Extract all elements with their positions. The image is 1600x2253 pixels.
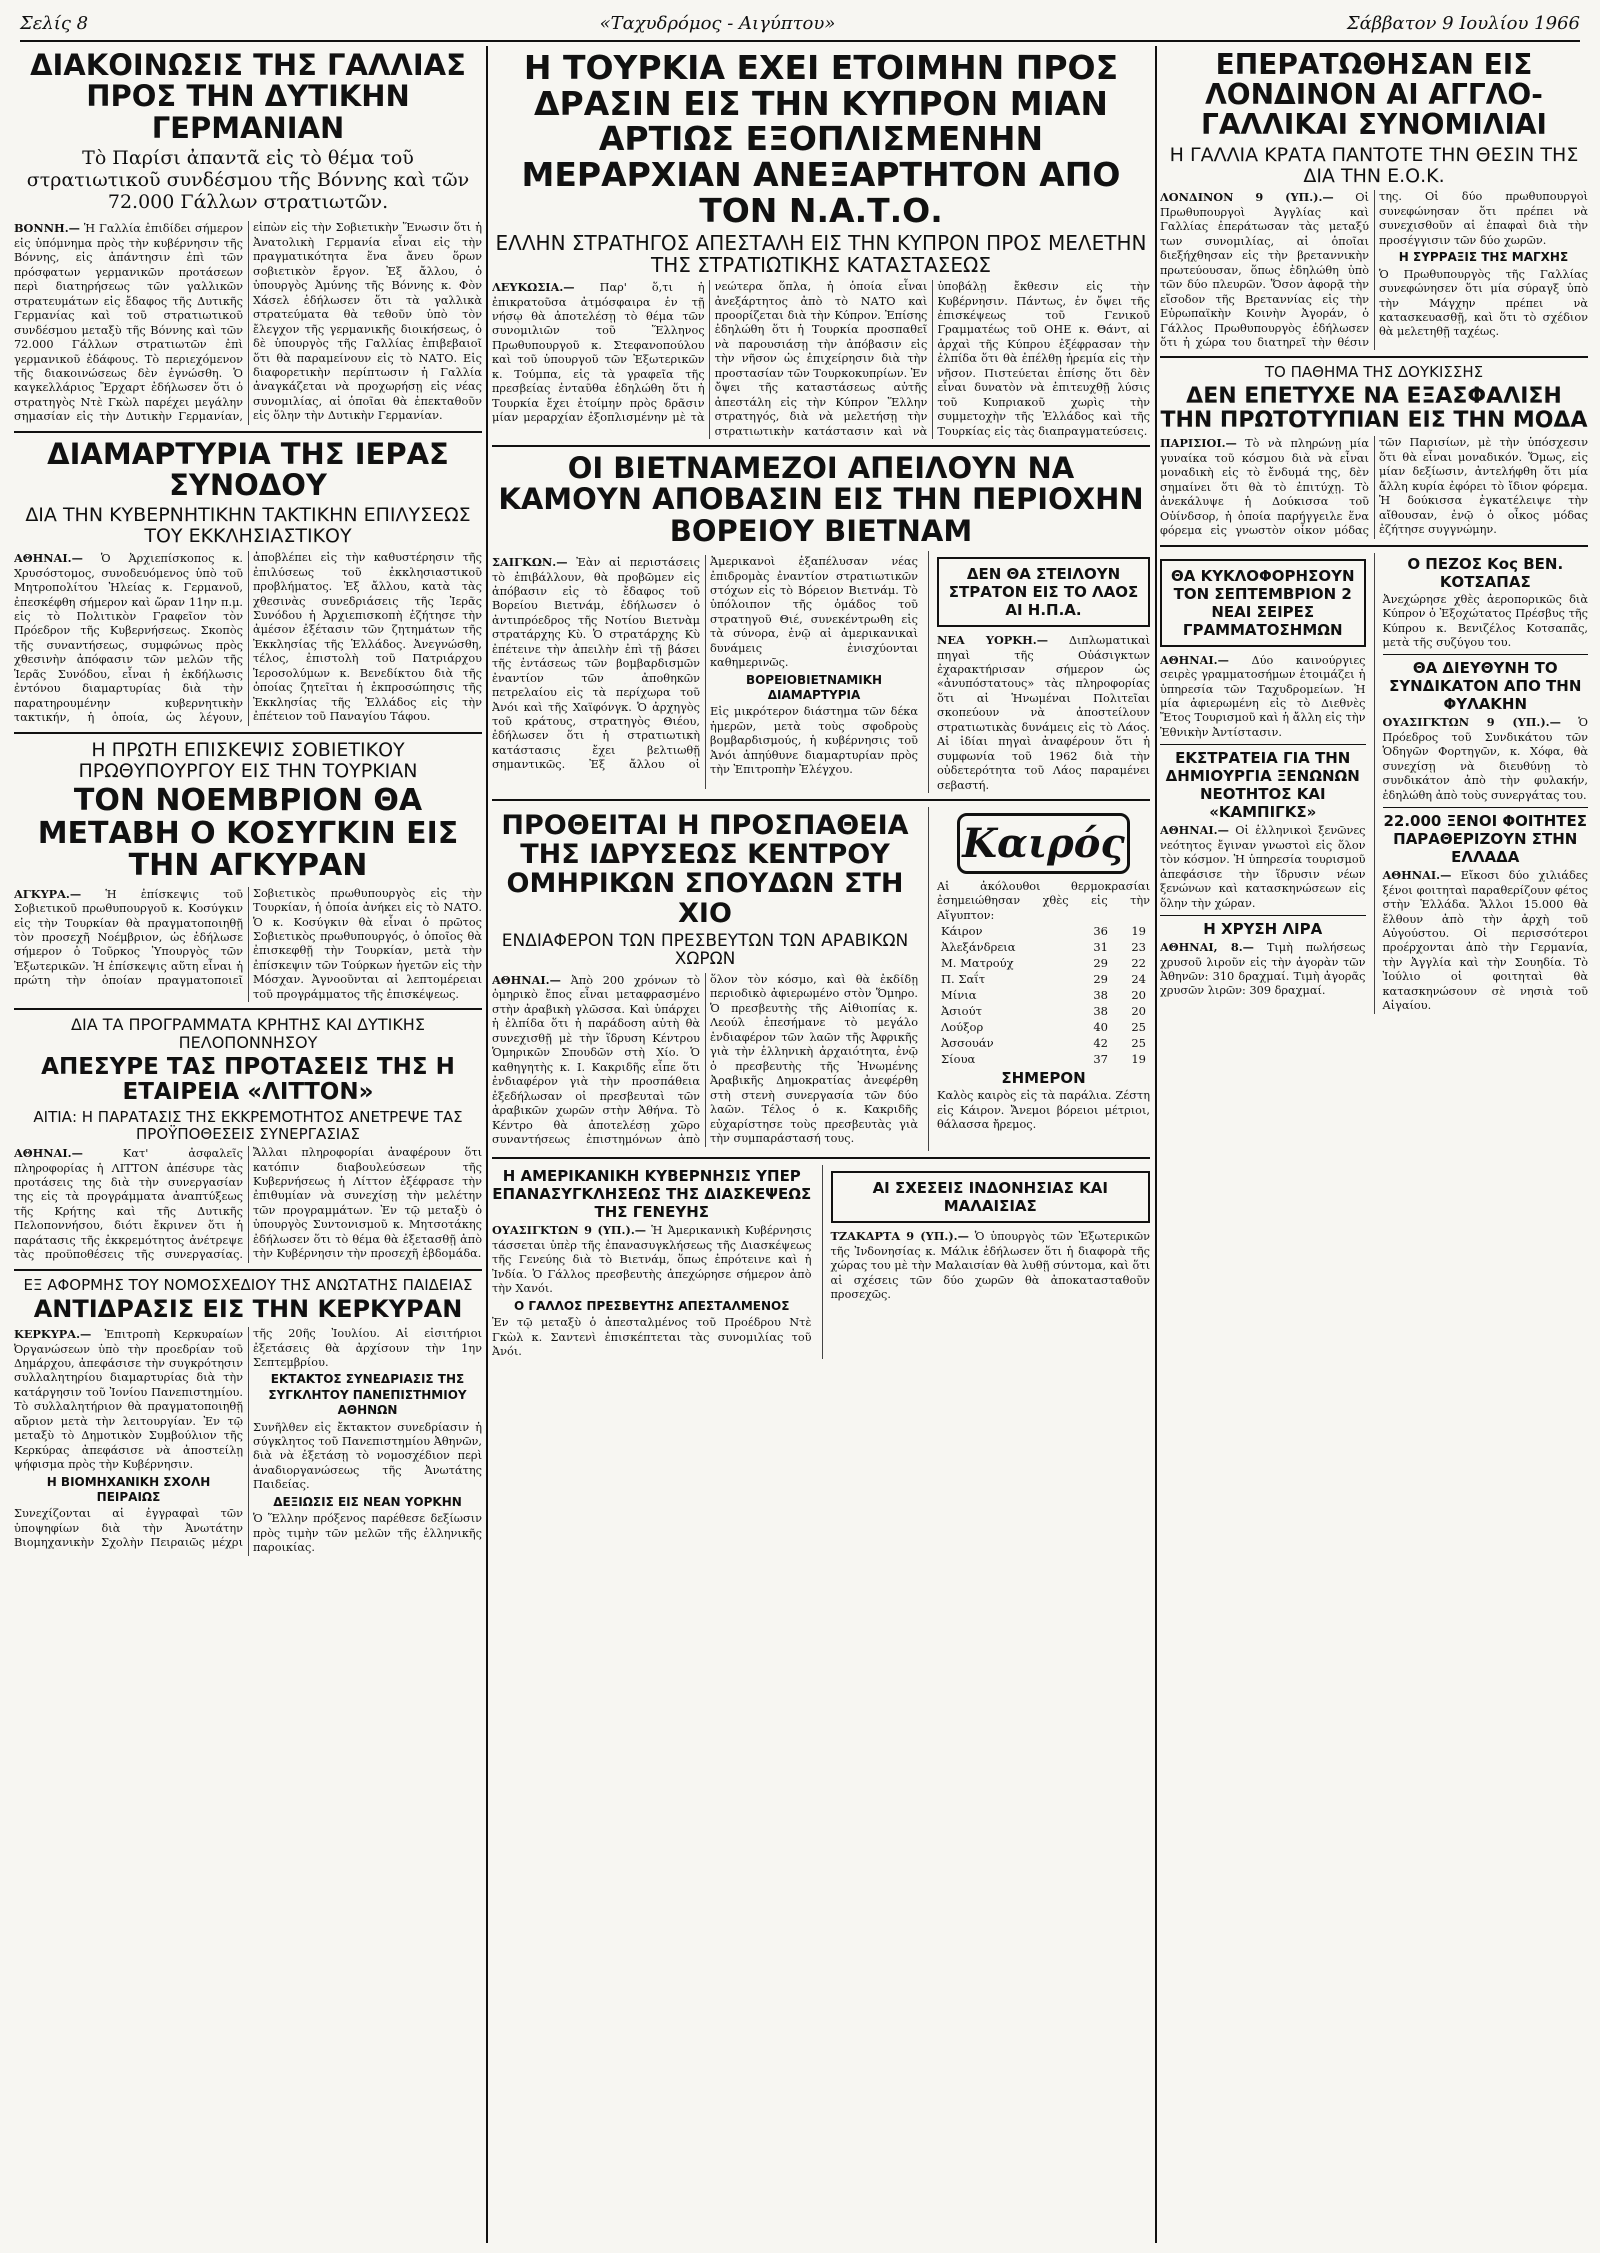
headline-synodos: ΔΙΑΜΑΡΤΥΡΙΑ ΤΗΣ ΙΕΡΑΣ ΣΥΝΟΔΟΥ [47, 436, 449, 503]
article-text: Διπλωματικαὶ πηγαὶ τῆς Οὐάσιγκτων ἐχαρακτήρισαν σήμερον ὡς «ἀνυπόστατους» τὰς πληροφορίας ὅτι αἱ Ἡνωμέναι Πολιτεῖαι σκοπεύουν νὰ ἀποστείλουν στρατιωτικὰς δυνάμεις εἰς τὸ Λάος. Αἱ ἰδίαι πηγαὶ ἀναφέρουν ὅτι ἡ συμφωνία τοῦ 1962 διὰ τὴν οὐδετερότητα τοῦ Λάος παραμένει σεβαστή. [937, 634, 1150, 792]
vietnam-block [492, 551, 1150, 793]
article-text: Οἱ Πρωθυπουργοὶ Ἀγγλίας καὶ Γαλλίας ἐπεράτωσαν τὰς μεταξύ των συνομιλίας, αἱ ὁποῖαι διεξήχθησαν εἰς τὴν βρεταννικὴν πρωτεύουσαν, ὅπως ἐδηλώθη ὑπὸ τῶν δύο πλευρῶν. Ὅσον ἀφορᾷ τὴν εἴσοδον τῆς Βρεταννίας εἰς τὴν Εὐρωπαϊκὴν Κοινὴν Ἀγοράν, ὁ Γάλλος Πρωθυπουργὸς ἐδήλωσεν ὅτι ἡ χώρα του διατηρεῖ τὴν θέσιν της. Οἱ δύο πρωθυπουργοὶ συνεφώνησαν ὅτι πρέπει νὰ συνεχισθοῦν αἱ ἐπαφαὶ διὰ τὴν προσέγγισιν τῶν δύο χωρῶν. [1160, 190, 1588, 350]
chios-article-wrap [492, 807, 918, 1151]
article-text: Τιμὴ πωλήσεως χρυσοῦ λιροῦν εἰς τὴν ἀγορὰν τῶν Ἀθηνῶν: 310 δραχμαί. Τιμὴ ἀγορᾶς χρυσῶν λιρῶν: 309 δραχμαί. [1160, 941, 1366, 998]
article-text: Τὸ νὰ πληρώνῃ μία γυναίκα τοῦ κόσμου διὰ νὰ εἶναι μοναδικὴ εἰς τὸ ἔνδυμά της, δὲν σημαίνει ὅτι θὰ τὸ ἐπιτύχῃ. Τὸ ἀνεκάλυψε ἡ Δούκισσα τοῦ Οὐίνδσορ, ἡ ὁποία παρήγγειλε ἕνα φόρεμα εἰς γνωστὸν οἶκον μόδας τῶν Παρισίων, μὲ τὴν ὑπόσχεσιν ὅτι θὰ εἶναι μοναδικόν. Ὅμως, εἰς μίαν δεξίωσιν, ἀντελήφθη ὅτι μία ἄλλη κυρία ἐφόρει τὸ ἴδιον φόρεμα. Ἡ δούκισσα ἐγκατέλειψε τὴν αἴθουσαν, ἐνῷ ὁ οἶκος μόδας ἐζήτησε συγγνώμην. [1160, 436, 1588, 538]
article-text: Ἐὰν αἱ περιστάσεις τὸ ἐπιβάλλουν, θὰ προβῶμεν εἰς ἀπόβασιν εἰς τὸ ἔδαφος τοῦ Βορείου Βιετνάμ, ἐδήλωσεν ὁ ἀντιπρόεδρος τῆς Νοτίου Βιετνὰμ στρατάρχης Κὺ. Ὁ στρατάρχης Κὺ ἐπέτεινε τὴν ἀπειλὴν ἐπὶ τῇ βάσει τῆς ἐντάσεως τῶν βομβαρδισμῶν ἐναντίον τῶν ἀποθηκῶν πετρελαίου εἰς τὰ περίχωρα τοῦ Ἀνόι καὶ τῆς Χαϊφόνγκ. Ὁ ἀρχηγὸς τοῦ κράτους, στρατηγὸς Θιέου, ἐδήλωσεν ὅτι ἡ στρατιωτικὴ κατάστασις ἔχει βελτιωθῇ σημαντικῶς. Ἐξ ἄλλου οἱ Ἀμερικανοὶ ἐξαπέλυσαν νέας ἐπιδρομὰς ἐναντίον στρατιωτικῶν στόχων εἰς τὸ Βόρειον Βιετνάμ. Τὸ ὑπόλοιπον τῆς ὁμάδος τοῦ στρατηγοῦ Θιέ, συνεκέντρωθη εἰς τὰ σύνορα, ἐνῷ αἱ ἀμερικανικαὶ δυνάμεις ἐνισχύονται καθημερινῶς. [492, 555, 918, 772]
dateline: ΝΕΑ ΥΟΡΚΗ.— [937, 633, 1048, 648]
article-synodos [14, 551, 482, 725]
dateline: ΑΘΗΝΑΙ.— [492, 973, 561, 988]
weather-row [937, 971, 1150, 987]
article-text: Εἴκοσι δύο χιλιάδες ξένοι φοιτηταὶ παραθερίζουν φέτος στὴν Ἑλλάδα. Ἄλλοι 15.000 θὰ ἔλθουν ἀπὸ τὴν ἀρχὴ τοῦ Αὐγούστου. Οἱ περισσότεροι προέρχονται ἀπὸ τὴν Γερμανία, τὴν Ἀγγλία καὶ τὴν Σουηδία. Τὸ Ἰούλιο οἱ φοιτηταὶ θὰ κατασκηνώσουν σὲ νησιὰ τοῦ Αἰγαίου. [1382, 869, 1588, 1013]
weather-row [937, 1051, 1150, 1067]
dateline: ΒΟΝΝΗ.— [14, 221, 80, 236]
article-london [1160, 190, 1588, 350]
headline-biomichaniki: Η ΒΙΟΜΗΧΑΝΙΚΗ ΣΧΟΛΗ ΠΕΙΡΑΙΩΣ [46, 1474, 211, 1504]
weather-min: 20 [1131, 1004, 1146, 1019]
divider [492, 799, 1150, 801]
masthead [20, 6, 1580, 42]
headline-tourkia: Η ΤΟΥΡΚΙΑ ΕΧΕΙ ΕΤΟΙΜΗΝ ΠΡΟΣ ΔΡΑΣΙΝ ΕΙΣ ΤΗΝ ΚΥΠΡΟΝ ΜΙΑΝ ΑΡΤΙΩΣ ΕΞΟΠΛΙΣΜΕΝΗΝ ΜΕΡΑΡΧΙΑΝ ΑΝΕΞΑΡΤΗΤΟΝ ΑΠΟ ΤΟΝ Ν.Α.Τ.Ο. [521, 48, 1121, 230]
weather-max: 29 [1093, 956, 1108, 971]
weather-min: 25 [1131, 1036, 1146, 1051]
headline-dexiosis: ΔΕΞΙΩΣΙΣ ΕΙΣ ΝΕΑΝ ΥΟΡΚΗΝ [273, 1494, 462, 1509]
headline-chios: ΠΡΟΘΕΙΤΑΙ Η ΠΡΟΣΠΑΘΕΙΑ ΤΗΣ ΙΔΡΥΣΕΩΣ ΚΕΝΤΡΟΥ ΟΜΗΡΙΚΩΝ ΣΠΟΥΔΩΝ ΣΤΗ ΧΙΟ [501, 810, 909, 929]
article-text: Ὁ Ἕλλην πρόξενος παρέθεσε δεξίωσιν πρὸς τιμὴν τῶν μελῶν τῆς ἑλληνικῆς παροικίας. [253, 1512, 482, 1555]
headline-diamartyria: ΒΟΡΕΙΟΒΙΕΤΝΑΜΙΚΗ ΔΙΑΜΑΡΤΥΡΙΑ [745, 672, 883, 703]
dateline: ΑΘΗΝΑΙ.— [1160, 823, 1229, 838]
divider [1160, 744, 1366, 745]
weather-city: Ἀσσουάν [941, 1036, 994, 1051]
divider [1160, 356, 1588, 358]
weather-city: Σίουα [941, 1052, 976, 1067]
article-text: Συνεχίζονται αἱ ἐγγραφαὶ τῶν ὑποψηφίων διὰ τὴν Ἀνωτάτην Βιομηχανικὴν Σχολὴν Πειραιῶς μέχρι τῆς 20ῆς Ἰουλίου. Αἱ εἰσιτήριοι ἐξετάσεις θὰ ἀρχίσουν τὴν 1ην Σεπτεμβρίου. [14, 1327, 482, 1550]
divider [1160, 545, 1588, 547]
article-xrysi-lira [1160, 940, 1366, 999]
weather-row [937, 923, 1150, 939]
divider [1383, 807, 1589, 808]
article-text: Εἰς μικρότερον διάστημα τῶν δέκα ἡμερῶν, μετὰ τοὺς σφοδροὺς βομβαρδισμούς, ἡ κυβέρνησις τοῦ Ἀνόι ἀπηύθυνε διαμαρτυρίαν πρὸς τὴν Ἐπιτροπὴν Ἐλέγχου. [710, 705, 918, 777]
article-text: Ὁ Πρόεδρος τοῦ Συνδικάτου τῶν Ὁδηγῶν Φορτηγῶν, κ. Χόφα, θὰ συνεχίσῃ νὰ διευθύνῃ τὸ συνδικάτον ἀπὸ τὴν φυλακήν, ἐδηλώθη ἀπὸ τοὺς συνεργάτας του. [1382, 716, 1588, 802]
headline-laos-box [937, 557, 1150, 627]
weather-row [937, 939, 1150, 955]
divider [1160, 915, 1366, 916]
column-right [1160, 46, 1588, 2243]
weather-max: 29 [1093, 972, 1108, 987]
article-text: Ἐν τῷ μεταξὺ ὁ ἀπεσταλμένος τοῦ Προέδρου Ντὲ Γκὼλ κ. Σαντενὶ ἐπισκέπτεται τὰς συνομιλίας τοῦ Ἀνόι. [492, 1316, 812, 1358]
dateline: ΑΘΗΝΑΙ.— [1160, 652, 1229, 667]
issue-date: Σάββατον 9 Ιουλίου 1966 [1346, 12, 1580, 34]
right-lower-left [1160, 553, 1366, 1014]
weather-logo: Καιρός [957, 813, 1130, 874]
dateline: ΤΖΑΚΑΡΤΑ 9 (ΥΠ.).— [830, 1229, 969, 1244]
dateline: ΛΟΝΔΙΝΟΝ 9 (ΥΠ.).— [1160, 190, 1334, 205]
headline-neotita: ΕΚΣΤΡΑΤΕΙΑ ΓΙΑ ΤΗΝ ΔΗΜΙΟΥΡΓΙΑ ΞΕΝΩΝΩΝ ΝΕΟΤΗΤΟΣ ΚΑΙ «ΚΑΜΠΙΓΚΣ» [1165, 749, 1360, 822]
article-laos [937, 633, 1150, 793]
headline-doukissa: ΔΕΝ ΕΠΕΤΥΧΕ ΝΑ ΕΞΑΣΦΑΛΙΣΗ ΤΗΝ ΠΡΩΤΟΤΥΠΙΑΝ ΕΙΣ ΤΗΝ ΜΟΔΑ [1160, 383, 1588, 433]
weather-row [937, 1019, 1150, 1035]
weather-max: 31 [1093, 940, 1108, 955]
kicker-doukissa: ΤΟ ΠΑΘΗΜΑ ΤΗΣ ΔΟΥΚΙΣΣΗΣ [1264, 363, 1484, 382]
article-kerkyra [14, 1327, 482, 1555]
dateline: ΛΕΥΚΩΣΙΑ.— [492, 280, 575, 295]
weather-row [937, 1035, 1150, 1051]
weather-max: 38 [1093, 988, 1108, 1003]
headline-grammatosima: ΘΑ ΚΥΚΛΟΦΟΡΗΣΟΥΝ ΤΟΝ ΣΕΠΤΕΜΒΡΙΟΝ 2 ΝΕΑΙ ΣΕΙΡΕΣ ΓΡΑΜΜΑΤΟΣΗΜΩΝ [1170, 566, 1355, 639]
subhead-london: Η ΓΑΛΛΙΑ ΚΡΑΤΑ ΠΑΝΤΟΤΕ ΤΗΝ ΘΕΣΙΝ ΤΗΣ ΔΙΑ ΤΗΝ Ε.Ο.Κ. [1169, 143, 1579, 187]
dateline: ΟΥΑΣΙΓΚΤΩΝ 9 (ΥΠ.).— [492, 1223, 647, 1238]
headline-geneva: Η ΑΜΕΡΙΚΑΝΙΚΗ ΚΥΒΕΡΝΗΣΙΣ ΥΠΕΡ ΕΠΑΝΑΣΥΓΚΛΗΣΕΩΣ ΤΗΣ ΔΙΑΣΚΕΨΕΩΣ ΤΗΣ ΓΕΝΕΥΗΣ [492, 1167, 812, 1222]
divider [14, 431, 482, 433]
subhead-chios: ΕΝΔΙΑΦΕΡΟΝ ΤΩΝ ΠΡΕΣΒΕΥΤΩΝ ΤΩΝ ΑΡΑΒΙΚΩΝ ΧΩΡΩΝ [501, 930, 909, 970]
kicker-kosygin: Η ΠΡΩΤΗ ΕΠΙΣΚΕΨΙΣ ΣΟΒΙΕΤΙΚΟΥ ΠΡΩΘΥΠΟΥΡΓΟΥ ΕΙΣ ΤΗΝ ΤΟΥΡΚΙΑΝ [78, 738, 418, 782]
article-text: Οἱ ἑλληνικοὶ ξενῶνες νεότητος ἔγιναν γνωστοὶ εἰς ὅλον τὸν κόσμον. Ἡ ὑπηρεσία τουρισμοῦ ἀπεφάσισε τὴν ἵδρυσιν νέων ξενώνων καὶ κατασκηνώσεων εἰς ὅλην τὴν χώραν. [1160, 824, 1366, 910]
article-gallia [14, 221, 482, 424]
article-text: Ἡ Ἀμερικανικὴ Κυβέρνησις τάσσεται ὑπὲρ τῆς ἐπανασυγκλήσεως τῆς Διασκέψεως τῆς Γενεύης διὰ τὸ Βιετνάμ, ὅπως ἐπρότεινε καὶ ἡ Ἰνδία. Ὁ Γάλλος πρεσβευτὴς ἀπεχώρησε σήμερον ἀπὸ τὴν Χανόι. [492, 1224, 812, 1296]
subhead-tourkia: ΕΛΛΗΝ ΣΤΡΑΤΗΓΟΣ ΑΠΕΣΤΑΛΗ ΕΙΣ ΤΗΝ ΚΥΠΡΟΝ ΠΡΟΣ ΜΕΛΕΤΗΝ ΤΗΣ ΣΤΡΑΤΙΩΤΙΚΗΣ ΚΑΤΑΣΤΑΣΕΩΣ [495, 231, 1147, 278]
weather-row [937, 955, 1150, 971]
weather-max: 37 [1093, 1052, 1108, 1067]
subhead-synodos: ΔΙΑ ΤΗΝ ΚΥΒΕΡΝΗΤΙΚΗΝ ΤΑΚΤΙΚΗΝ ΕΠΙΛΥΣΕΩΣ ΤΟΥ ΕΚΚΛΗΣΙΑΣΤΙΚΟΥ [25, 504, 471, 548]
article-tourkia [492, 280, 1150, 439]
kicker-kerkyra: ΕΞ ΑΦΟΡΜΗΣ ΤΟΥ ΝΟΜΟΣΧΕΔΙΟΥ ΤΗΣ ΑΝΩΤΑΤΗΣ ΠΑΙΔΕΙΑΣ [23, 1275, 473, 1294]
weather-min: 20 [1131, 988, 1146, 1003]
divider [492, 1157, 1150, 1159]
article-text: Κατ' ἀσφαλεῖς πληροφορίας ἡ ΛΙΤΤΟΝ ἀπέσυρε τὰς προτάσεις της διὰ τὴν συνεργασίαν της εἰς τὰ προγράμματα ἀναπτύξεως τῆς Κρήτης καὶ τῆς Δυτικῆς Πελοποννήσου, διότι ἔκρινεν ὅτι ἡ παράτασις τῆς ἐκκρεμότητος ἀνέτρεψε τὰς προϋποθέσεις τῆς συνεργασίας. Ἄλλαι πληροφορίαι ἀναφέρουν ὅτι κατόπιν διαβουλεύσεων τῆς Κυβερνήσεως ἡ Λίττον ἐξέφρασε τὴν ἐπιθυμίαν νὰ συνεχίσῃ τὴν μελέτην τῶν προγραμμάτων. Ἐν τῷ μεταξὺ ὁ ὑπουργὸς Συντονισμοῦ κ. Μητσοτάκης ἐδήλωσεν ὅτι τὸ θέμα θὰ ἐξετασθῇ ἀπὸ τὴν Κυβέρνησιν τὴν προσεχῆ ἑβδομάδα. [14, 1146, 482, 1262]
divider [1383, 654, 1589, 655]
headline-litton: ΑΠΕΣΥΡΕ ΤΑΣ ΠΡΟΤΑΣΕΙΣ ΤΗΣ Η ΕΤΑΙΡΕΙΑ «ΛΙΤΤΟΝ» [41, 1054, 455, 1106]
article-text: Ὁ ὑπουργὸς τῶν Ἐξωτερικῶν τῆς Ἰνδονησίας κ. Μάλικ ἐδήλωσεν ὅτι ἡ διαφορὰ τῆς χώρας του μὲ τὴν Μαλαισίαν θὰ λυθῇ σύντομα, καὶ ὅτι αἱ σχέσεις τῶν δύο χωρῶν θὰ ἀποκατασταθοῦν προσεχῶς. [830, 1230, 1150, 1302]
dateline: ΑΘΗΝΑΙ, 8.— [1160, 940, 1254, 955]
article-syndikato [1383, 715, 1589, 803]
article-text: Ἡ Γαλλία ἐπιδίδει σήμερον εἰς ὑπόμνημα πρὸς τὴν κυβέρνησιν τῆς Βόννης, εἰς ἀπάντησιν ἐπὶ τῶν πρόσφατων γερμανικῶν προτάσεων περὶ διατηρήσεως τῶν γαλλικῶν στρατευμάτων εἰς ἔδαφος τῆς Δυτικῆς Γερμανίας καὶ τοῦ στρατιωτικοῦ συνδέσμου μεταξὺ τῆς Βόννης καὶ τῶν 72.000 Γάλλων στρατιωτῶν ἐπὶ γερμανικοῦ ἐδάφους. Τὸ περιεχόμενον τῆς διακοινώσεως δὲν ἐγνώσθη. Ὁ καγκελλάριος Ἔρχαρτ ἐδήλωσεν ὅτι ὁ στρατηγὸς Ντὲ Γκὼλ παρέχει μεγάλην σημασίαν εἰς τὴν Δυτικὴν Γερμανίαν, εἰπὼν εἰς τὴν Σοβιετικὴν Ἕνωσιν ὅτι ἡ Ἀνατολικὴ Γερμανία εἶναι εἰς τὴν πραγματικότητα ἕνα ἄνευ ὅρων σοβιετικὸν ἔργον. Ἐξ ἄλλου, ὁ ὑπουργὸς Ἀμύνης τῆς Βόννης κ. Φὸν Χάσελ ἐδήλωσεν ὅτι τὰ γαλλικὰ στρατεύματα θὰ τεθοῦν ὑπὸ τὸν ἔλεγχον τῆς γερμανικῆς διοικήσεως, ὁ δὲ ὑπουργὸς τῆς Γαλλίας ἐπιβεβαιοῖ ὅτι θὰ παραμείνουν εἰς τὸ ΝΑΤΟ. Εἰς διαφορετικὴν περίπτωσιν ἡ Γαλλία ἀναγκάζεται νὰ προχωρήσῃ εἰς νέας συνομιλίας, αἱ ὁποῖαι θὰ ἐπεκταθοῦν εἰς ὅλην τὴν Δυτικὴν Γερμανίαν. [14, 221, 482, 424]
right-lower-right [1374, 553, 1589, 1014]
weather-min: 25 [1131, 1020, 1146, 1035]
headline-indonesia: ΑΙ ΣΧΕΣΕΙΣ ΙΝΔΟΝΗΣΙΑΣ ΚΑΙ ΜΑΛΑΙΣΙΑΣ [872, 1179, 1108, 1216]
dateline: ΣΑΙΓΚΩΝ.— [492, 555, 568, 570]
article-doukissa [1160, 436, 1588, 538]
column-left [14, 46, 482, 2243]
bottom-block [492, 1165, 1150, 1359]
weather-city: Π. Σαΐτ [941, 972, 986, 987]
weather-max: 38 [1093, 1004, 1108, 1019]
weather-intro: Αἱ ἀκόλουθοι θερμοκρασίαι ἐσημειώθησαν χθὲς εἰς τὴν Αἴγυπτον: [937, 880, 1150, 922]
column-rule [1155, 46, 1157, 2243]
dateline: ΟΥΑΣΙΓΚΤΩΝ 9 (ΥΠ.).— [1382, 715, 1561, 730]
weather-city: Ἀσιούτ [941, 1004, 982, 1019]
weather-table [937, 923, 1150, 1067]
divider [14, 1008, 482, 1010]
article-text: Παρ' ὅ,τι ἡ ἐπικρατοῦσα ἀτμόσφαιρα ἐν τῇ νήσῳ θὰ ἀποτελέσῃ τὸ θέμα τῶν συνομιλιῶν τοῦ Ἕλληνος Πρωθυπουργοῦ κ. Στεφανοπούλου καὶ τοῦ ὑπουργοῦ τῶν Ἐξωτερικῶν κ. Τούμπα, εἰς τὰ γραφεῖα τῆς πρεσβείας ἐνταῦθα ἐδηλώθη ὅτι ἡ Τουρκία ἔχει ἑτοίμην πρὸς δρᾶσιν μίαν μεραρχίαν ἐξοπλισμένην μὲ τὰ νεώτερα ὅπλα, ἡ ὁποία εἶναι ἀνεξάρτητος ἀπὸ τὸ ΝΑΤΟ καὶ προορίζεται διὰ τὴν Κύπρον. Ἐπίσης ἐδηλώθη ὅτι ἡ Τουρκία προσπαθεῖ νὰ παρουσιάσῃ τὴν ἀπόβασιν εἰς τὴν νῆσον ὡς ἐπιχείρησιν διὰ τὴν προστασίαν τῶν Τουρκοκυπρίων. Ἐν ὄψει τῆς καταστάσεως αὐτῆς ἀπεστάλη εἰς τὴν Κύπρον Ἕλλην στρατηγός, διὰ νὰ μελετήσῃ τὴν στρατιωτικὴν κατάστασιν καὶ νὰ ὑποβάλῃ ἔκθεσιν εἰς τὴν Κυβέρνησιν. Πάντως, ἐν ὄψει τῆς ἐπισκέψεως τοῦ Γενικοῦ Γραμματέως τοῦ ΟΗΕ κ. Θάντ, αἱ ἀρχαὶ τῆς Κύπρου ἐξέφρασαν τὴν ἐλπίδα ὅτι θὰ ἐπέλθῃ ἠρεμία εἰς τὴν νῆσον. Πιστεύεται ἐπίσης ὅτι δὲν εἶναι δυνατὸν νὰ ἐπιτευχθῇ λύσις τοῦ Κυπριακοῦ χωρὶς τὴν συμμετοχὴν τῆς Ἑλλάδος καὶ τῆς Τουρκίας εἰς τὰς διαπραγματεύσεις. [492, 280, 1150, 438]
weather-max: 36 [1093, 924, 1108, 939]
dateline: ΑΓΚΥΡΑ.— [14, 886, 82, 901]
kicker-litton: ΔΙΑ ΤΑ ΠΡΟΓΡΑΜΜΑΤΑ ΚΡΗΤΗΣ ΚΑΙ ΔΥΤΙΚΗΣ ΠΕΛΟΠΟΝΝΗΣΟΥ [71, 1015, 425, 1052]
article-indonesia [831, 1229, 1151, 1302]
indonesia-article-wrap [822, 1165, 1151, 1359]
subhead-litton: ΑΙΤΙΑ: Η ΠΑΡΑΤΑΣΙΣ ΤΗΣ ΕΚΚΡΕΜΟΤΗΤΟΣ ΑΝΕΤΡΕΨΕ ΤΑΣ ΠΡΟΫΠΟΘΕΣΕΙΣ ΣΥΝΕΡΓΑΣΙΑΣ [33, 1108, 463, 1143]
article-text: Ὁ Πρωθυπουργὸς τῆς Γαλλίας συνεφώνησεν ὅτι μία σύραγξ ὑπὸ τὴν Μάγχην πρέπει νὰ κατασκευασθῇ, καὶ ὅτι τὸ σχέδιον θὰ μελετηθῇ ταχέως. [1379, 267, 1588, 339]
article-foitites [1383, 868, 1589, 1014]
geneva-article-wrap [492, 1165, 812, 1359]
weather-min: 19 [1131, 1052, 1146, 1067]
right-lower-block [1160, 553, 1588, 1014]
headline-grammatosima-box [1160, 559, 1366, 647]
headline-kotsapas: Ο ΠΕΖΟΣ Κος ΒΕΝ. ΚΟΤΣΑΠΑΣ [1407, 554, 1564, 591]
headline-magchi: Η ΣΥΡΡΑΞΙΣ ΤΗΣ ΜΑΓΧΗΣ [1398, 250, 1569, 265]
headline-gallia: ΔΙΑΚΟΙΝΩΣΙΣ ΤΗΣ ΓΑΛΛΙΑΣ ΠΡΟΣ ΤΗΝ ΔΥΤΙΚΗΝ ΓΕΡΜΑΝΙΑΝ [30, 48, 466, 145]
weather-city: Ἀλεξάνδρεια [941, 940, 1016, 955]
weather-min: 19 [1131, 924, 1146, 939]
weather-today: Καλὸς καιρὸς εἰς τὰ παράλια. Ζέστη εἰς Κάιρον. Ἄνεμοι βόρειοι μέτριοι, θάλασσα ἤρεμος. [937, 1089, 1150, 1132]
headline-foitites: 22.000 ΞΕΝΟΙ ΦΟΙΤΗΤΕΣ ΠΑΡΑΘΕΡΙΖΟΥΝ ΣΤΗΝ ΕΛΛΑΔΑ [1383, 812, 1588, 867]
weather-city: Μίνια [941, 988, 977, 1003]
page-number: Σελίς 8 [20, 12, 89, 34]
weather-row [937, 1003, 1150, 1019]
headline-laos: ΔΕΝ ΘΑ ΣΤΕΙΛΟΥΝ ΣΤΡΑΤΟΝ ΕΙΣ ΤΟ ΛΑΟΣ ΑΙ Η.Π.Α. [948, 565, 1139, 620]
weather-today-title: ΣΗΜΕΡΟΝ [1001, 1069, 1086, 1088]
article-text: Ὁ Ἀρχιεπίσκοπος κ. Χρυσόστομος, συνοδευόμενος ὑπὸ τοῦ Μητροπολίτου Ἠλείας κ. Γερμανοῦ, ἐπεσκέφθη σήμερον καὶ ὥραν 11ην π.μ. εἰς τὸ Πολιτικὸν Γραφεῖον τὸν Πρόεδρον τῆς Κυβερνήσεως. Σκοπὸς τῆς συναντήσεως, συμφώνως πρὸς χθεσινὴν ἀπόφασιν τῶν μελῶν τῆς Ἱερᾶς Συνόδου, εἶναι ἡ ἐκδήλωσις ἐντόνου διαμαρτυρίας διὰ τὴν παρατηρουμένην κυβερνητικὴν τακτικήν, ἡ ὁποία, ὡς λέγουν, ἀποβλέπει εἰς τὴν καθυστέρησιν τῆς ἐπιλύσεως τοῦ ἐκκλησιαστικοῦ προβλήματος. Ἐξ ἄλλου, κατὰ τὰς χθεσινὰς συνεδριάσεις τῆς Ἱερᾶς Συνόδου ἡ Ἀρχιεπισκοπὴ ἐζήτησε τὴν ἀμέσον ἐξέτασιν τῶν ζητημάτων τῆς Ἐκκλησίας τῆς Ἑλλάδος. Ἀνεγνώσθη, τέλος, ἐπιστολὴ τοῦ Πατριάρχου Ἱεροσολύμων κ. Βενεδίκτου διὰ τῆς ὁποίας ζητεῖται ἡ ἐκπροσώπησις τῆς Ἐκκλησίας τῆς Ἑλλάδος εἰς τὴν ἐπέτειον τοῦ Παναγίου Τάφου. [14, 551, 482, 725]
headline-indonesia-box [831, 1171, 1151, 1223]
article-text: Ἐπιτροπὴ Κερκυραίων Ὀργανώσεων ὑπὸ τὴν προεδρίαν τοῦ Δημάρχου, ἀπεφάσισε τὴν συγκρότησιν συλλαλητηρίου διαμαρτυρίας διὰ τὴν κατάργησιν τοῦ Ἰονίου Πανεπιστημίου. Τὸ συλλαλητήριον θὰ πραγματοποιηθῇ αὔριον μετὰ τὴν λειτουργίαν. Ἐν τῷ μεταξὺ τὸ Δημοτικὸν Συμβούλιον τῆς Κερκύρας ἀπεφάσισε νὰ ἀποστείλῃ ψήφισμα πρὸς τὴν Κυβέρνησιν. [14, 1328, 243, 1472]
dateline: ΑΘΗΝΑΙ.— [1382, 868, 1452, 883]
weather-city: Λούξορ [941, 1020, 984, 1035]
lede-gallia: Τὸ Παρίσι ἀπαντᾶ εἰς τὸ θέμα τοῦ στρατιωτικοῦ συνδέσμου τῆς Βόννης καὶ τῶν 72.000 Γάλλων στρατιωτῶν. [26, 146, 470, 213]
article-text: Δύο καινούργιες σειρὲς γραμματοσήμων ἑτοιμάζει ἡ ὑπηρεσία τῶν Ταχυδρομείων. Ἡ μία ἀφιερωμένη εἰς τὸ Διεθνὲς Ἔτος Τουρισμοῦ καὶ ἡ ἄλλη εἰς τὴν Ἐθνικὴν Ἀντίστασιν. [1160, 653, 1366, 739]
weather-city: Μ. Ματρούχ [941, 956, 1014, 971]
article-text: Συνῆλθεν εἰς ἔκτακτον συνεδρίασιν ἡ σύγκλητος τοῦ Πανεπιστημίου Ἀθηνῶν, διὰ νὰ ἐξετάσῃ τὸ νομοσχέδιον περὶ ἀναδιοργανώσεως τῆς Ἀνωτάτης Παιδείας. [253, 1420, 482, 1492]
dateline: ΠΑΡΙΣΙΟΙ.— [1160, 436, 1237, 451]
weather-min: 23 [1131, 940, 1146, 955]
weather-box [928, 807, 1150, 1151]
divider [14, 1269, 482, 1271]
article-geneva [492, 1223, 812, 1359]
weather-max: 40 [1093, 1020, 1108, 1035]
weather-min: 24 [1131, 972, 1146, 987]
weather-max: 42 [1093, 1036, 1108, 1051]
headline-presbeftis: Ο ΓΑΛΛΟΣ ΠΡΕΣΒΕΥΤΗΣ ΑΠΕΣΤΑΛΜΕΝΟΣ [514, 1298, 790, 1313]
weather-min: 22 [1131, 956, 1146, 971]
article-chios [492, 973, 918, 1147]
weather-city: Κάιρον [941, 924, 983, 939]
weather-row [937, 987, 1150, 1003]
divider [492, 445, 1150, 447]
headline-synklitos: ΕΚΤΑΚΤΟΣ ΣΥΝΕΔΡΙΑΣΙΣ ΤΗΣ ΣΥΓΚΛΗΤΟΥ ΠΑΝΕΠΙΣΤΗΜΙΟΥ ΑΘΗΝΩΝ [268, 1372, 467, 1418]
headline-kosygin: ΤΟΝ ΝΟΕΜΒΡΙΟΝ ΘΑ ΜΕΤΑΒΗ Ο ΚΟΣΥΓΚΙΝ ΕΙΣ ΤΗΝ ΑΓΚΥΡΑΝ [37, 783, 459, 884]
headline-kerkyra: ΑΝΤΙΔΡΑΣΙΣ ΕΙΣ ΤΗΝ ΚΕΡΚΥΡΑΝ [33, 1295, 463, 1324]
article-kosygin [14, 887, 482, 1003]
article-kotsapas: Ἀνεχώρησε χθὲς ἀεροπορικῶς διὰ Κύπρον ὁ Ἐξοχώτατος Πρέσβυς τῆς Κύπρου κ. Βενιζέλος Κοτσαπᾶς, μετὰ τῆς συζύγου του. [1382, 592, 1588, 649]
article-neotita [1160, 823, 1366, 911]
divider [14, 732, 482, 734]
article-text: Ἡ ἐπίσκεψις τοῦ Σοβιετικοῦ πρωθυπουργοῦ κ. Κοσύγκιν εἰς τὴν Τουρκίαν θὰ πραγματοποιηθῇ τὸν προσεχῆ Νοέμβριον, ὡς ἐδήλωσε σήμερον ὁ Τοῦρκος Ὑπουργὸς τῶν Ἐξωτερικῶν. Ἡ ἐπίσκεψις αὕτη εἶναι ἡ πρώτη τὴν ὁποίαν πραγματοποιεῖ Σοβιετικὸς πρωθυπουργὸς εἰς τὴν Τουρκίαν, ἡ ὁποία ἀνήκει εἰς τὸ ΝΑΤΟ. Ὁ κ. Κοσύγκιν θὰ εἶναι ὁ πρῶτος Σοβιετικὸς πρωθυπουργός, ὁ ὁποῖος θὰ ἐπισκεφθῇ τὴν Τουρκίαν, μετὰ τὴν ἐπίσκεψιν τῶν Τούρκων ἡγετῶν εἰς τὴν Μόσχαν. Ἀγνοοῦνται αἱ λεπτομέρειαι τοῦ προγράμματος τῆς ἐπισκέψεως. [14, 886, 482, 1001]
dateline: ΑΘΗΝΑΙ.— [14, 551, 83, 566]
column-rule [486, 46, 488, 2243]
article-grammatosima [1160, 653, 1366, 741]
headline-london: ΕΠΕΡΑΤΩΘΗΣΑΝ ΕΙΣ ΛΟΝΔΙΝΟΝ ΑΙ ΑΓΓΛΟ-ΓΑΛΛΙΚΑΙ ΣΥΝΟΜΙΛΙΑΙ [1201, 48, 1547, 142]
article-vietnam [492, 555, 918, 789]
column-center [492, 46, 1150, 2243]
chios-block [492, 807, 1150, 1151]
dateline: ΚΕΡΚΥΡΑ.— [14, 1327, 92, 1342]
laos-block [928, 551, 1150, 793]
article-litton [14, 1146, 482, 1263]
headline-xrysi-lira: Η ΧΡΥΣΗ ΛΙΡΑ [1203, 920, 1323, 939]
headline-vietnam: ΟΙ ΒΙΕΤΝΑΜΕΖΟΙ ΑΠΕΙΛΟΥΝ ΝΑ ΚΑΜΟΥΝ ΑΠΟΒΑΣΙΝ ΕΙΣ ΤΗΝ ΠΕΡΙΟΧΗΝ ΒΟΡΕΙΟΥ ΒΙΕΤΝΑΜ [498, 451, 1144, 548]
headline-syndikato: ΘΑ ΔΙΕΥΘΥΝΗ ΤΟ ΣΥΝΔΙΚΑΤΟΝ ΑΠΟ ΤΗΝ ΦΥΛΑΚΗΝ [1389, 659, 1582, 714]
article-text: Ἀπὸ 200 χρόνων τὸ ὁμηρικὸ ἔπος εἶναι μεταφρασμένο στὴν ἀραβικὴ γλῶσσα. Καὶ ὑπάρχει ἡ ἐλπίδα ὅτι ἡ παράδοση αὐτὴ θὰ συνεχισθῇ μὲ τὴν ἵδρυση Κέντρου Ὁμηρικῶν Σπουδῶν στὴ Χίο. Ὁ καθηγητὴς κ. Ι. Κακριδῆς εἶπε ὅτι ἐνδιαφέρον γιὰ τὴν προσπάθεια ἐξεδήλωσαν οἱ πρεσβευταὶ τῶν ἀραβικῶν χωρῶν στὴν Ἀθήνα. Τὸ Κέντρο θὰ ἀποτελέσῃ χῶρο συναντήσεως ἐπιστημόνων ἀπὸ ὅλον τὸν κόσμο, καὶ θὰ ἐκδίδῃ περιοδικὸ ἀφιερωμένο στὸν Ὅμηρο. Ὁ πρεσβευτὴς τῆς Αἰθιοπίας κ. Λεούλ ἐπεσήμανε τὸ μεγάλο ἐνδιαφέρον τῶν λαῶν τῆς Ἀφρικῆς γιὰ τὴν ἑλληνικὴ ἀρχαιότητα, ἐνῷ ὁ πρεσβευτὴς τῆς Ἡνωμένης Ἀραβικῆς Δημοκρατίας ἀνεφέρθη στὴ στενὴ συνεργασία τῶν δύο λαῶν. Τέλος ὁ κ. Κακριδῆς εὐχαρίστησε τοὺς πρεσβευτὰς γιὰ τὴν συμπαράστασή τους. [492, 973, 918, 1147]
paper-name: «Ταχυδρόμος - Αιγύπτου» [599, 12, 836, 34]
dateline: ΑΘΗΝΑΙ.— [14, 1146, 83, 1161]
